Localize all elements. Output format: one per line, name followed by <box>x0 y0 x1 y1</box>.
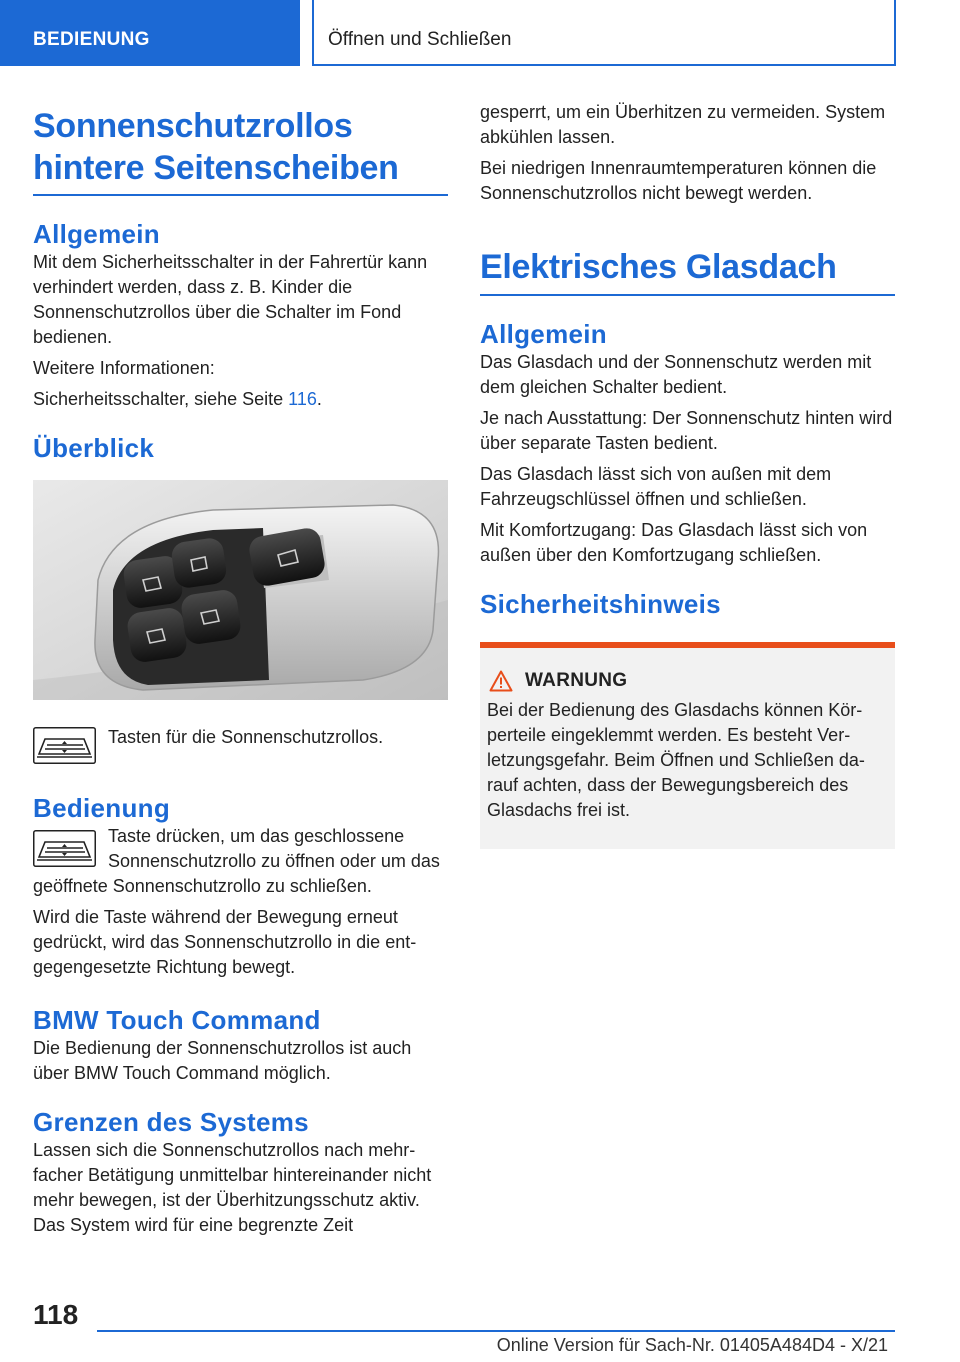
heading-ueberblick: Überblick <box>33 433 155 463</box>
glasdach-paragraph-4: Mit Komfortzugang: Das Glasdach lässt sich von außen über den Komfortzugang schließen. <box>480 520 868 565</box>
glasdach-paragraph-2: Je nach Ausstattung: Der Sonnenschutz hinten wird über separate Tasten bedient. <box>480 408 893 453</box>
warning-header <box>487 670 888 692</box>
right-column <box>480 100 895 849</box>
sunblind-button-icon <box>33 727 96 764</box>
glasdach-paragraph-1: Das Glasdach und der Sonnenschutz werden mit dem gleichen Schalter bedient. <box>480 352 872 397</box>
allgemein-ref-text: Sicherheitsschalter, siehe Seite <box>33 389 289 409</box>
page-number: 118 <box>33 1299 79 1330</box>
glasdach-paragraph-3: Das Glasdach lässt sich von außen mit dem Fahrzeugschlüssel öffnen und schließen. <box>480 464 832 509</box>
header-section-tab <box>0 0 300 66</box>
grenzen-paragraph: Lassen sich die Sonnenschutzrollos nach mehrfacher Betätigung unmittelbar hintereinander nicht mehr bewegen, ist der Überhitzungsschutz aktiv. Das System wird für eine begrenzte Zeit <box>33 1140 432 1235</box>
allgemein-paragraph-3 <box>33 387 448 412</box>
left-column <box>33 100 448 1244</box>
footer-divider <box>97 1330 895 1332</box>
warning-text: Bei der Bedienung des Glasdachs können Körperteile eingeklemmt werden. Es besteht Verletzungsgefahr. Beim Öffnen und Schließen darauf achten, dass der Bewegungsbereich des Glasdachs frei ist. <box>487 700 865 820</box>
bedienung-paragraph-2: Wird die Taste während der Bewegung erneut gedrückt, wird das Sonnenschutzrollo in die entgegengesetzte Richtung bewegt. <box>33 907 417 977</box>
footer-online-version: Online Version für Sach-Nr. 01405A484D4 - X/21 <box>496 1335 888 1355</box>
allgemein-paragraph-1: Mit dem Sicherheitsschalter in der Fahrertür kann verhindert werden, dass z. B. Kinder die Sonnenschutzrollos über die Schalter im Fond bedienen. <box>33 252 428 347</box>
sunblind-button-icon <box>33 830 96 867</box>
continued-paragraph-1: gesperrt, um ein Überhitzen zu vermeiden. System abkühlen lassen. <box>480 102 886 147</box>
touch-paragraph: Die Bedienung der Sonnenschutzrollos ist auch über BMW Touch Command möglich. <box>33 1038 412 1083</box>
heading-sicherheitshinweis: Sicherheitshinweis <box>480 589 721 619</box>
header-chapter-tab <box>312 0 896 66</box>
continued-paragraph-2: Bei niedrigen Innenraumtemperaturen können die Sonnenschutzrollos nicht bewegt werden. <box>480 158 877 203</box>
image-caption <box>33 723 448 768</box>
allgemein-paragraph-2: Weitere Informationen: <box>33 358 215 378</box>
header-chapter-label: Öffnen und Schließen <box>328 29 512 50</box>
heading-touch-command: BMW Touch Command <box>33 1005 321 1035</box>
heading-allgemein-glasdach: Allgemein <box>480 319 607 349</box>
header-section-label: BEDIENUNG <box>33 29 150 50</box>
page-title: Sonnenschutzrollos hintere Seitenscheiben <box>33 105 448 196</box>
warning-box <box>480 642 895 849</box>
heading-bedienung: Bedienung <box>33 793 171 823</box>
heading-grenzen: Grenzen des Systems <box>33 1107 309 1137</box>
caption-text: Tasten für die Sonnenschutzrollos. <box>108 727 384 747</box>
bedienung-paragraph-1: Taste drücken, um das geschlossene Sonnenschutzrollo zu öffnen oder um das geöffnete Sonnenschutzrollo zu schließen. <box>33 826 440 896</box>
heading-allgemein: Allgemein <box>33 219 160 249</box>
warning-triangle-icon <box>489 670 513 692</box>
bedienung-block <box>33 824 448 905</box>
allgemein-ref-end: . <box>316 389 322 409</box>
switch-panel-image <box>33 480 448 700</box>
page-ref-link[interactable]: 116 <box>288 389 317 409</box>
warning-title: WARNUNG <box>525 670 628 691</box>
section-title-glasdach: Elektrisches Glasdach <box>480 246 895 296</box>
